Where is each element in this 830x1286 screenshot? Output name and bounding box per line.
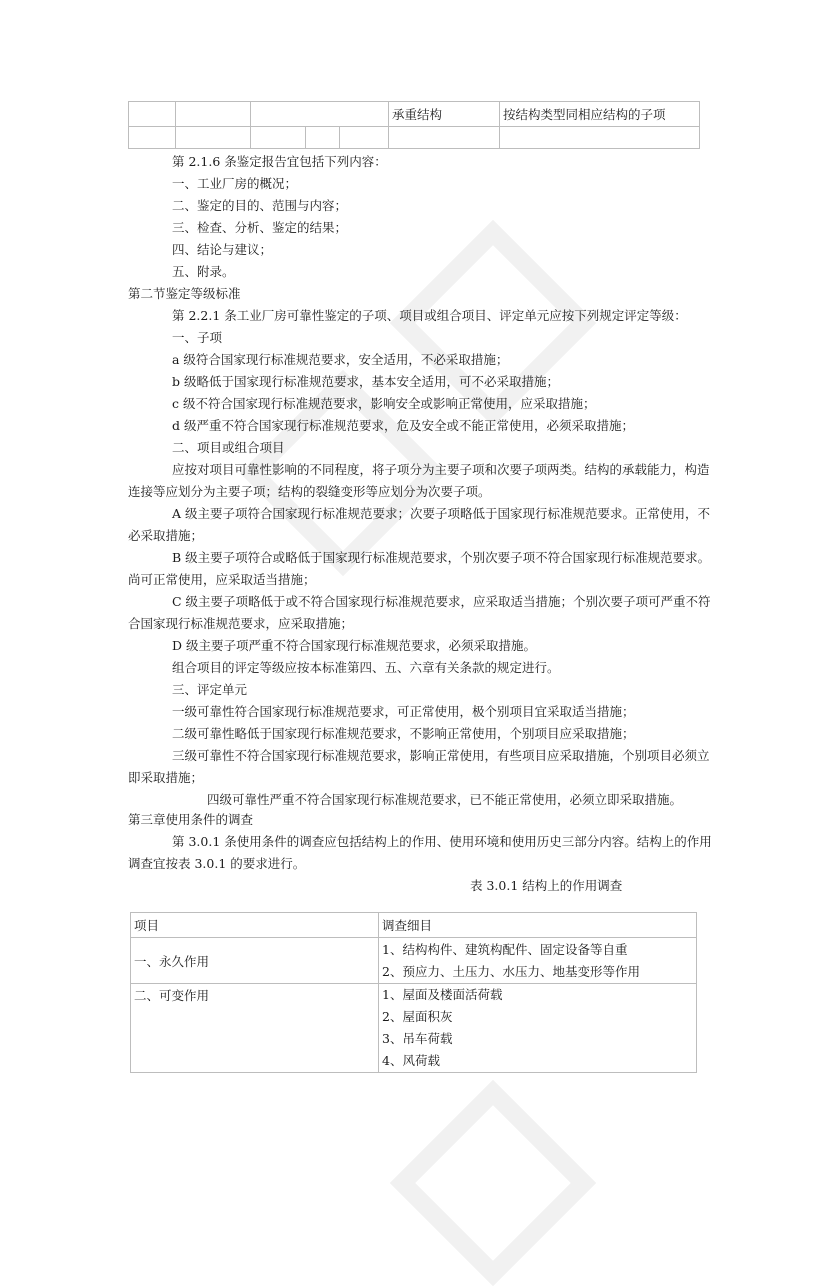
paragraph-line: B 级主要子项符合或略低于国家现行标准规范要求，个别次要子项不符合国家现行标准规范要求。 (172, 550, 711, 565)
paragraph-line: 即采取措施； (128, 770, 204, 785)
detail-line: 3、吊车荷载 (382, 1031, 453, 1046)
table-row (131, 938, 697, 984)
table-cell (129, 102, 176, 127)
list-item: b 级略低于国家现行标准规范要求，基本安全适用，可不必采取措施； (172, 374, 559, 389)
clause-heading: 第 2.1.6 条鉴定报告宜包括下列内容： (172, 154, 387, 169)
paragraph-line: 连接等应划分为主要子项；结构的裂缝变形等应划分为次要子项。 (128, 484, 491, 499)
action-survey-table (130, 912, 697, 1073)
detail-line: 1、屋面及楼面活荷载 (382, 987, 503, 1002)
list-item: 三、检查、分析、鉴定的结果； (172, 220, 348, 235)
paragraph-line: A 级主要子项符合国家现行标准规范要求；次要子项略低于国家现行标准规范要求。正常使用，不 (172, 506, 711, 521)
watermark-stamp (390, 1080, 596, 1286)
table-caption: 表 3.0.1 结构上的作用调查 (470, 878, 623, 893)
table-row (131, 984, 697, 1073)
subheading: 二、项目或组合项目 (172, 440, 285, 455)
paragraph-line: 必采取措施； (128, 528, 204, 543)
paragraph-line: 应按对项目可靠性影响的不同程度，将子项分为主要子项和次要子项两类。结构的承载能力，构造 (172, 462, 710, 477)
paragraph-line: 合国家现行标准规范要求，应采取措施； (128, 616, 354, 631)
table-cell (340, 127, 389, 149)
table-row (129, 102, 700, 127)
paragraph-line: 组合项目的评定等级应按本标准第四、五、六章有关条款的规定进行。 (172, 660, 560, 675)
paragraph-line: 第 3.0.1 条使用条件的调查应包括结构上的作用、使用环境和使用历史三部分内容。结构上的作用 (172, 834, 712, 849)
column-header: 项目 (131, 913, 379, 938)
paragraph-line: 一级可靠性符合国家现行标准规范要求，可正常使用，极个别项目宜采取适当措施； (172, 704, 635, 719)
table-cell (306, 127, 340, 149)
paragraph-line: 尚可正常使用，应采取适当措施； (128, 572, 316, 587)
table-cell (176, 102, 251, 127)
list-item: d 级严重不符合国家现行标准规范要求，危及安全或不能正常使用，必须采取措施； (172, 418, 634, 433)
detail-line: 2、屋面积灰 (382, 1009, 453, 1024)
top-table (128, 101, 700, 149)
paragraph-line: 三级可靠性不符合国家现行标准规范要求，影响正常使用，有些项目应采取措施，个别项目必须立 (172, 748, 710, 763)
table-cell (129, 127, 176, 149)
column-header: 调查细目 (379, 913, 697, 938)
list-item: 四、结论与建议； (172, 242, 273, 257)
detail-line: 1、结构构件、建筑构配件、固定设备等自重 (382, 941, 628, 957)
paragraph-line: D 级主要子项严重不符合国家现行标准规范要求，必须采取措施。 (172, 638, 536, 653)
section-title: 第二节鉴定等级标准 (128, 286, 241, 301)
list-item: 一、工业厂房的概况； (172, 176, 298, 191)
table-cell (251, 102, 389, 127)
table-cell (251, 127, 306, 149)
paragraph-line: 调查宜按表 3.0.1 的要求进行。 (128, 856, 306, 871)
subheading: 三、评定单元 (172, 682, 248, 697)
table-cell (176, 127, 251, 149)
list-item: 二、鉴定的目的、范围与内容； (172, 198, 348, 213)
list-item: c 级不符合国家现行标准规范要求，影响安全或影响正常使用，应采取措施； (172, 396, 596, 411)
table-cell-details (379, 938, 697, 984)
paragraph-line: C 级主要子项略低于或不符合国家现行标准规范要求，应采取适当措施；个别次要子项可严重不符 (172, 594, 711, 609)
table-cell: 承重结构 (389, 102, 500, 127)
table-row (129, 127, 700, 149)
list-item: 五、附录。 (172, 264, 235, 279)
table-cell (500, 127, 700, 149)
detail-line: 4、风荷载 (382, 1053, 440, 1068)
detail-line: 2、预应力、土压力、水压力、地基变形等作用 (382, 963, 640, 979)
table-cell (389, 127, 500, 149)
table-cell: 按结构类型同相应结构的子项 (500, 102, 700, 127)
subheading: 一、子项 (172, 330, 223, 345)
paragraph-line: 二级可靠性略低于国家现行标准规范要求，不影响正常使用，个别项目应采取措施； (172, 726, 635, 741)
chapter-title: 第三章使用条件的调查 (128, 812, 254, 827)
paragraph-line: 四级可靠性严重不符合国家现行标准规范要求，已不能正常使用，必须立即采取措施。 (207, 792, 683, 807)
table-cell-item: 一、永久作用 (131, 938, 379, 984)
table-header-row (131, 913, 697, 938)
table-cell-item: 二、可变作用 (131, 984, 379, 1073)
table-cell-details (379, 984, 697, 1073)
clause-text: 第 2.2.1 条工业厂房可靠性鉴定的子项、项目或组合项目、评定单元应按下列规定评定等级： (172, 308, 687, 323)
list-item: a 级符合国家现行标准规范要求，安全适用，不必采取措施； (172, 352, 509, 367)
